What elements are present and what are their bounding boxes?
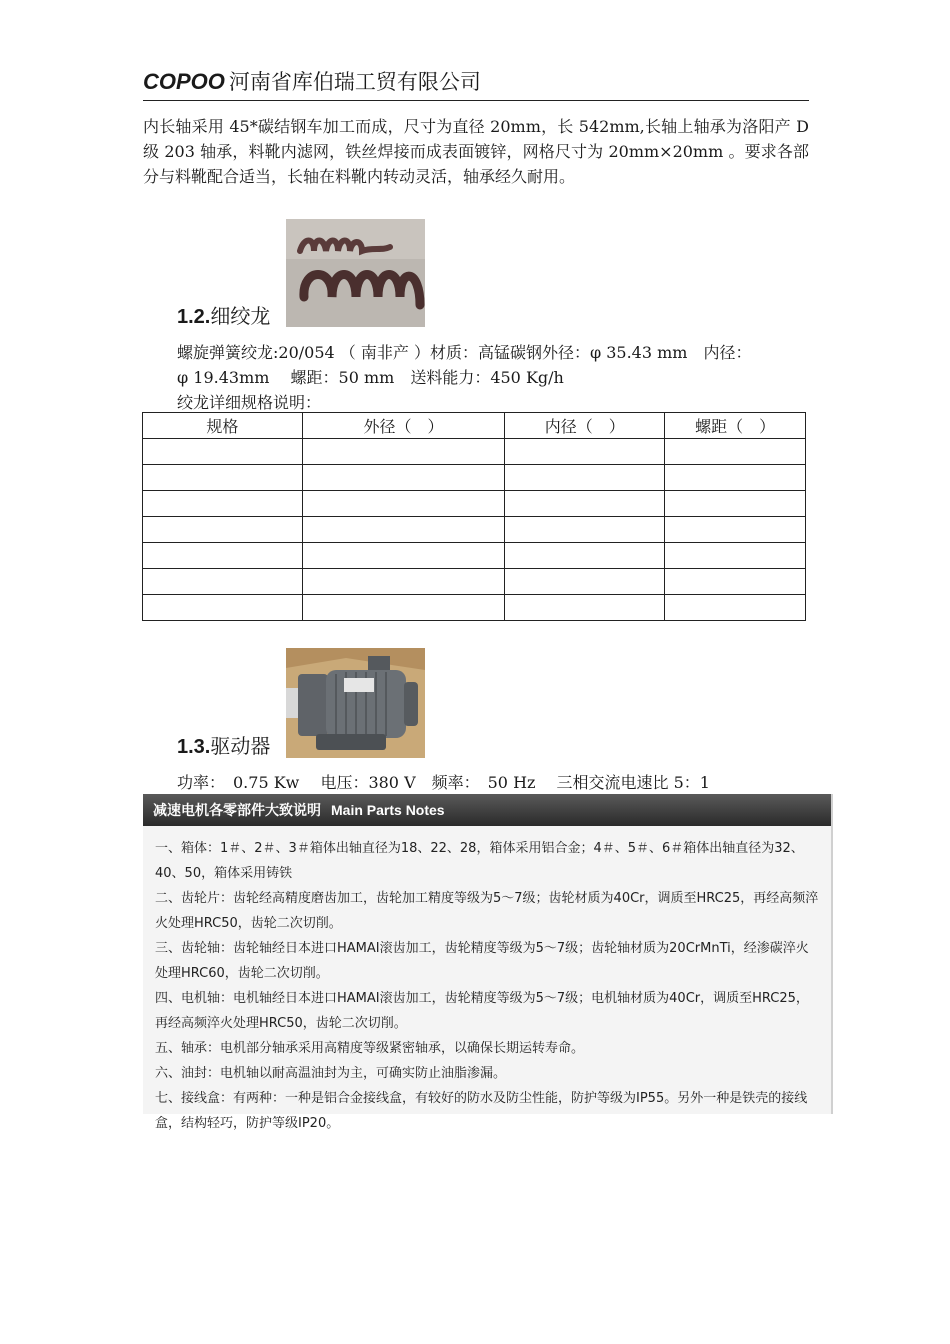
table-row (143, 491, 806, 517)
notes-item: 六、油封：电机轴以耐高温油封为主，可确实防止油脂渗漏。 (155, 1066, 507, 1081)
spring-auger-photo (286, 219, 425, 327)
notes-title-cn: 减速电机各零部件大致说明 (153, 803, 321, 819)
table-cell (505, 491, 665, 517)
drive-spec-line (177, 770, 710, 793)
table-row (143, 517, 806, 543)
table-cell (302, 569, 505, 595)
table-row (143, 543, 806, 569)
notes-item: 七、接线盒：有两种：一种是铝合金接线盒，有较好的防水及防尘性能，防护等级为IP55。另外一种是铁壳的接线盒，结构轻巧，防护等级IP20。 (155, 1091, 808, 1131)
table-cell (665, 517, 806, 543)
table-header-cell: 内径（ ） (505, 413, 665, 439)
page-header (143, 60, 809, 101)
table-row (143, 439, 806, 465)
auger-spec-line-2-text: φ 19.43mm 螺距：50 mm 送料能力：450 Kg/h (177, 368, 564, 387)
auger-spec-line-1-text: 螺旋弹簧绞龙:20/054 （ 南非产 ）材质：高锰碳钢外径：φ 35.43 mm 内径： (177, 343, 752, 362)
table-cell (302, 595, 505, 621)
gear-motor-photo (286, 648, 425, 758)
table-cell (665, 465, 806, 491)
table-row (143, 595, 806, 621)
section-1-3-heading (177, 730, 270, 759)
notes-title-en: Main Parts Notes (331, 802, 445, 818)
table-cell (143, 595, 303, 621)
table-cell (143, 465, 303, 491)
table-cell (302, 491, 505, 517)
table-cell (505, 465, 665, 491)
table-cell (302, 543, 505, 569)
table-cell (505, 517, 665, 543)
auger-table-caption-text: 绞龙详细规格说明： (177, 393, 322, 412)
table-cell (505, 569, 665, 595)
table-header-cell: 规格 (143, 413, 303, 439)
notes-item: 二、齿轮片：齿轮经高精度磨齿加工，齿轮加工精度等级为5～7级；齿轮材质为40Cr，调质至HRC25，再经高频淬火处理HRC50，齿轮二次切削。 (155, 891, 819, 931)
table-cell (143, 569, 303, 595)
table-header-cell: 外径（ ） (302, 413, 505, 439)
section-1-2-title: 细绞龙 (210, 304, 271, 328)
table-row (143, 465, 806, 491)
table-cell (505, 439, 665, 465)
notes-body (143, 826, 831, 1136)
header-line (143, 66, 481, 96)
table-cell (665, 491, 806, 517)
drive-spec-line-text: 功率： 0.75 Kw 电压：380 V 频率： 50 Hz 三相交流电速比 5：1 (177, 773, 710, 792)
auger-spec-line-1 (177, 340, 751, 363)
table-cell (505, 595, 665, 621)
intro-paragraph: 内长轴采用 45*碳结钢车加工而成，尺寸为直径 20mm，长 542mm,长轴上轴承为洛阳产 D级 203 轴承，料靴内滤网，铁丝焊接而成表面镀锌，网格尺寸为 20mm×20mm 。要求各部分与料靴配合适当，长轴在料靴内转动灵活，轴承经久耐用。 (143, 117, 809, 186)
auger-table-caption (177, 390, 321, 413)
section-1-2-number: 1.2. (177, 306, 211, 328)
table-cell (143, 439, 303, 465)
section-1-3-title: 驱动器 (210, 734, 271, 758)
notes-item: 三、齿轮轴：齿轮轴经日本进口HAMAI滚齿加工，齿轮精度等级为5～7级；齿轮轴材质为20CrMnTi，经渗碳淬火处理HRC60，齿轮二次切削。 (155, 941, 809, 981)
company-name: 河南省库伯瑞工贸有限公司 (228, 70, 481, 94)
notes-item: 一、箱体：1＃、2＃、3＃箱体出轴直径为18、22、28，箱体采用铝合金；4＃、5＃、6＃箱体出轴直径为32、40、50，箱体采用铸铁 (155, 841, 804, 881)
table-cell (143, 491, 303, 517)
brand-name: COPOO (143, 69, 225, 94)
auger-spec-table (142, 412, 806, 621)
table-cell (665, 569, 806, 595)
notes-title-bar (143, 794, 831, 826)
section-1-2-heading (177, 300, 270, 329)
table-cell (665, 595, 806, 621)
table-header-cell: 螺距（ ） (665, 413, 806, 439)
auger-spec-line-2 (177, 365, 564, 388)
table-cell (143, 543, 303, 569)
table-cell (665, 543, 806, 569)
table-row (143, 569, 806, 595)
section-1-3-number: 1.3. (177, 736, 211, 758)
table-cell (143, 517, 303, 543)
table-cell (505, 543, 665, 569)
notes-item: 五、轴承：电机部分轴承采用高精度等级紧密轴承，以确保长期运转寿命。 (155, 1041, 585, 1056)
table-cell (665, 439, 806, 465)
table-cell (302, 465, 505, 491)
table-cell (302, 517, 505, 543)
notes-item: 四、电机轴：电机轴经日本进口HAMAI滚齿加工，齿轮精度等级为5～7级；电机轴材质为40Cr，调质至HRC25，再经高频淬火处理HRC50，齿轮二次切削。 (155, 991, 809, 1031)
table-header-row (143, 413, 806, 439)
table-cell (302, 439, 505, 465)
main-parts-notes-panel (143, 794, 833, 1131)
